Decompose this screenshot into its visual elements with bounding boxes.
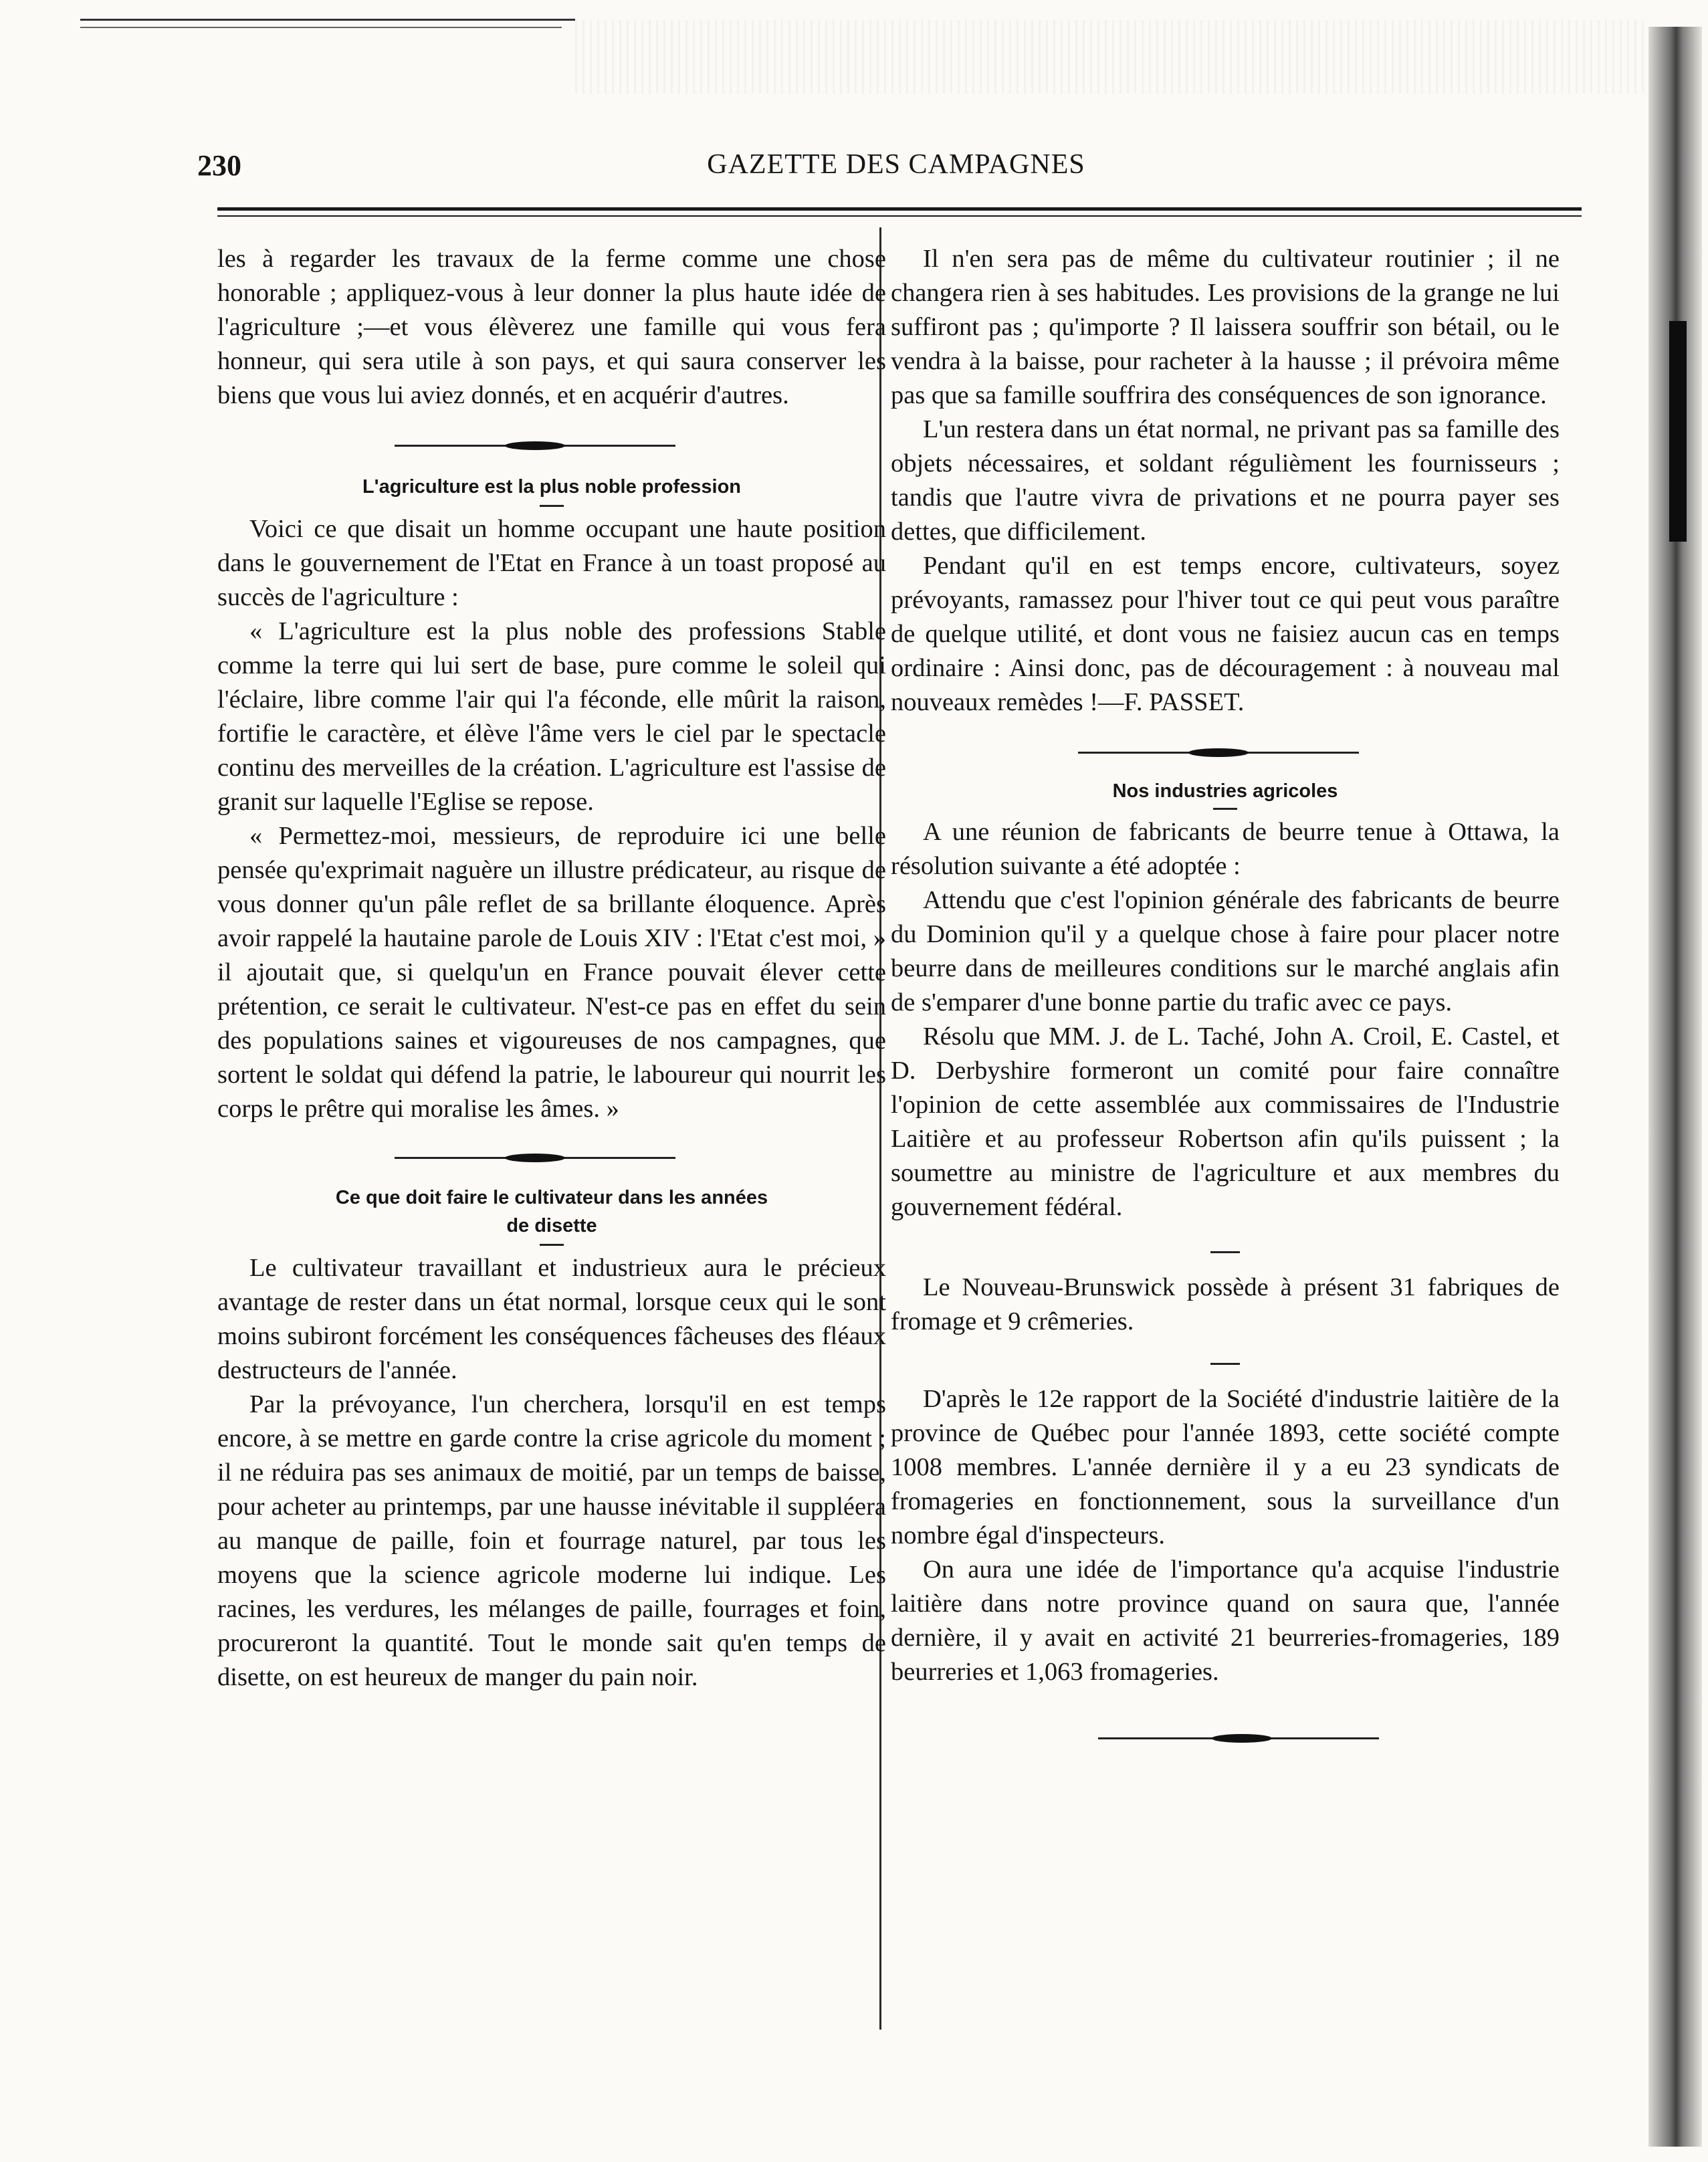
paragraph: « L'agriculture est la plus noble des professions Stable comme la terre qui lui sert de base, pure comme le soleil qui l'éclaire, libre comme l'air qui l'a féconde, elle mûrit la raison, fortifie le caractère, et élève l'âme vers le ciel par le spectacle continu des merveilles de la création. L'agriculture est l'assise de granit sur laquelle l'Eglise se repose. (217, 617, 886, 816)
binding-shadow (1669, 321, 1687, 542)
section-title-disette (217, 1184, 886, 1240)
paragraph: Le cultivateur travaillant et industrieux aura le précieux avantage de rester dans un état normal, lorsque ceux qui le sont moins subiront forcément les conséquences fâcheuses des fléaux destructeurs de l'année. (217, 1254, 886, 1384)
header-rule-thin (217, 215, 1582, 217)
section-title-line1: Ce que doit faire le cultivateur dans les années (335, 1187, 768, 1208)
title-dash (1213, 808, 1237, 810)
top-edge-rule-secondary (80, 27, 562, 28)
section-separator-ornament (217, 1142, 886, 1173)
header-rule (217, 207, 1582, 211)
left-column (217, 242, 886, 1695)
paragraph: L'un restera dans un état normal, ne privant pas sa famille des objets nécessaires, et soldant régulièment les fournisseurs ; tandis que l'autre vivra de privations et ne pourra payer ses dettes, que difficilement. (891, 415, 1560, 546)
intro-paragraph: les à regarder les travaux de la ferme comme une chose honorable ; appliquez-vous à leur donner la plus haute idée de l'agriculture ;—et vous élèverez une famille qui vous fera honneur, qui sera utile à son pays, et qui saura conserver les biens que vous lui aviez donnés, et en acquérir d'autres. (217, 245, 886, 409)
item-separator-dash (1210, 1363, 1240, 1365)
paragraph: Il n'en sera pas de même du cultivateur routinier ; il ne changera rien à ses habitudes. Les provisions de la grange ne lui suffiront pas ; qu'importe ? Il laissera souffrir son bétail, ou le vendra à la baisse, pour racheter à la hausse ; il prévoira même pas que sa famille souffrira des conséquences de son ignorance. (891, 245, 1560, 409)
section-separator-ornament (891, 737, 1560, 768)
section-title-line2: de disette (506, 1215, 597, 1236)
paragraph: « Permettez-moi, messieurs, de reproduire ici une belle pensée qu'exprimait naguère un illustre prédicateur, au risque de vous donner qu'un pâle reflet de sa brillante éloquence. Après avoir rappelé la hautaine parole de Louis XIV : l'Etat c'est moi, » il ajoutait que, si quelqu'un en France pouvait élever cette prétention, ce serait le cultivateur. N'est-ce pas en effet du sein des populations saines et vigoureuses de nos campagnes, que sortent le soldat qui défend la patrie, le laboureur qui nourrit les corps le prêtre qui moralise les âmes. » (217, 822, 886, 1123)
paragraph: D'après le 12e rapport de la Société d'industrie laitière de la province de Québec pour l'année 1893, cette société compte 1008 membres. L'année dernière il y a eu 23 syndicats de fromageries en fonctionnement, sous la surveillance d'un nombre égal d'inspecteurs. (891, 1385, 1560, 1549)
section-separator-ornament (217, 430, 886, 461)
scan-noise (575, 20, 1645, 94)
paragraph: Le Nouveau-Brunswick possède à présent 31 fabriques de fromage et 9 crêmeries. (891, 1273, 1560, 1335)
paragraph: Par la prévoyance, l'un cherchera, lorsqu'il en est temps encore, à se mettre en garde contre la crise agricole du moment ; il ne réduira pas ses animaux de moitié, par un temps de baisse, pour acheter au printemps, par une hausse inévitable il suppléera au manque de paille, foin et fourrage naturel, par tous les moyens que la science agricole moderne lui indique. Les racines, les verdures, les mélanges de paille, fourrages et foin, procureront la quantité. Tout le monde sait qu'en temps de disette, on est heureux de manger du pain noir. (217, 1390, 886, 1691)
section-title-agriculture: L'agriculture est la plus noble profession (362, 476, 742, 498)
section-title-industries: Nos industries agricoles (1112, 780, 1338, 802)
paragraph: Pendant qu'il en est temps encore, cultivateurs, soyez prévoyants, ramassez pour l'hiver tout ce qui peut vous paraître de quelque utilité, et dont vous ne faisiez aucun cas en temps ordinaire : Ainsi donc, pas de découragement : à nouveau mal nouveaux remèdes !—F. PASSET. (891, 552, 1560, 716)
paragraph: On aura une idée de l'importance qu'a acquise l'industrie laitière dans notre province quand on saura que, l'année dernière, il y avait en activité 21 beurreries-fromageries, 189 beurreries et 1,063 fromageries. (891, 1555, 1560, 1686)
top-edge-rule (80, 19, 575, 21)
page-number: 230 (197, 149, 241, 182)
running-head: GAZETTE DES CAMPAGNES (707, 149, 1085, 180)
paragraph: A une réunion de fabricants de beurre tenue à Ottawa, la résolution suivante a été adoptée : (891, 818, 1560, 880)
right-column (891, 242, 1560, 1753)
end-ornament (891, 1723, 1560, 1753)
paragraph: Résolu que MM. J. de L. Taché, John A. Croil, E. Castel, et D. Derbyshire formeront un comité pour faire connaître l'opinion de cette assemblée aux commissaires de l'Industrie Laitière et au professeur Robertson afin qu'ils puissent ; la soumettre au ministre de l'agriculture et aux membres du gouvernement fédéral. (891, 1022, 1560, 1221)
paragraph: Voici ce que disait un homme occupant une haute position dans le gouvernement de l'Etat en France à un toast proposé au succès de l'agriculture : (217, 515, 886, 611)
title-dash (540, 505, 564, 507)
paragraph: Attendu que c'est l'opinion générale des fabricants de beurre du Dominion qu'il y a quelque chose à faire pour placer notre beurre dans de meilleures conditions sur le marché anglais afin de s'emparer d'une bonne partie du trafic avec ce pays. (891, 886, 1560, 1016)
title-dash (540, 1244, 564, 1246)
item-separator-dash (1210, 1251, 1240, 1253)
